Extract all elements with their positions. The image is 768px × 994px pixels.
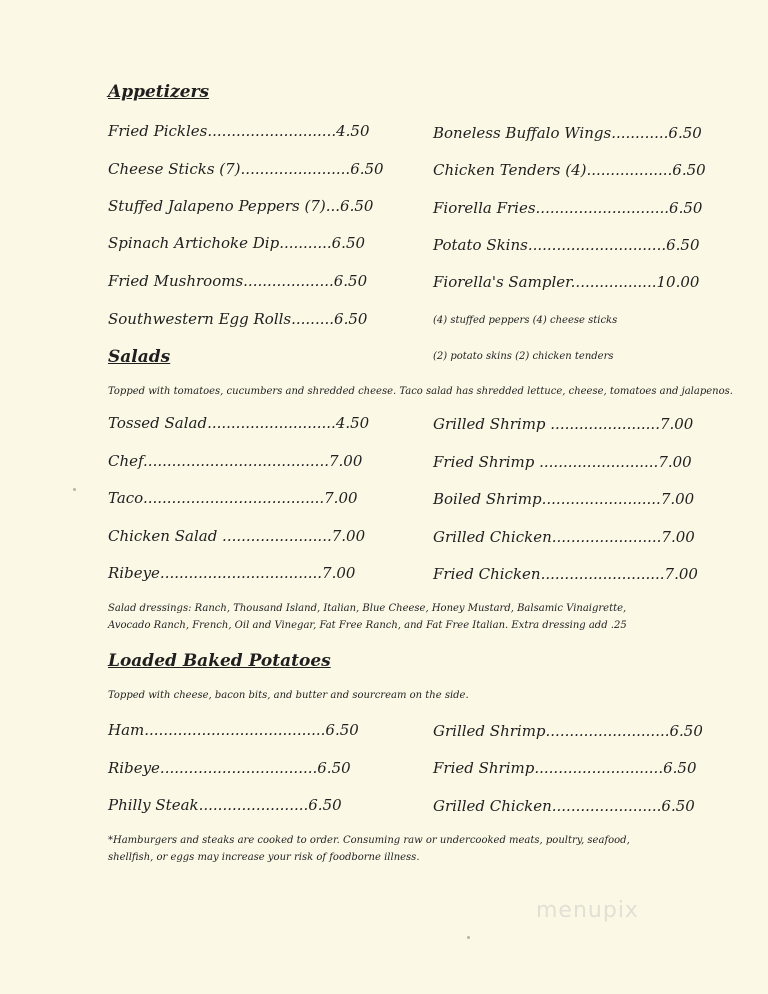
menu-item: Boiled Shrimp.........................7.00 [433,490,695,508]
appetizers-heading: Appetizers [108,82,210,102]
menu-item: Ribeye..................................7.00 [108,564,356,582]
menu-item: Chef.......................................7.00 [108,452,363,470]
food-safety-disclaimer: *Hamburgers and steaks are cooked to order. Consuming raw or undercooked meats, poultry, seafood, shellfish, or eggs may increase your risk of foodborne illness. [108,835,630,863]
menu-item: Cheese Sticks (7).......................6.50 [108,160,384,178]
potatoes-description: Topped with cheese, bacon bits, and butter and sourcream on the side. [108,690,469,701]
menu-item: Fiorella Fries............................6.50 [433,199,703,217]
menupix-watermark: menupix [536,898,639,923]
salad-dressings: Salad dressings: Ranch, Thousand Island, Italian, Blue Cheese, Honey Mustard, Balsamic Vinaigrette, Avocado Ranch, French, Oil and Vinegar, Fat Free Ranch, and Fat Free Italian. Extra dressing add .25 [108,603,627,631]
menu-item: Ribeye.................................6.50 [108,759,351,777]
menu-item: Grilled Chicken.......................7.00 [433,528,695,546]
sampler-note: (2) potato skins (2) chicken tenders [433,351,614,362]
menu-item: Chicken Tenders (4)..................6.50 [433,161,706,179]
menu-item: Ham......................................6.50 [108,721,359,739]
menu-item: Boneless Buffalo Wings............6.50 [433,124,702,142]
menu-item: Stuffed Jalapeno Peppers (7)...6.50 [108,197,374,215]
menu-item: Grilled Shrimp..........................6.50 [433,722,703,740]
menu-item: Fried Chicken..........................7.00 [433,565,698,583]
menu-item: Taco......................................7.00 [108,489,358,507]
menu-item: Philly Steak.......................6.50 [108,796,342,814]
menu-item: Fiorella's Sampler..................10.00 [433,273,700,291]
menu-item: Fried Pickles...........................4.50 [108,122,370,140]
menu-item: Chicken Salad .......................7.00 [108,527,366,545]
menu-item: Grilled Shrimp .......................7.00 [433,415,694,433]
salads-heading: Salads [108,347,171,367]
menu-item: Grilled Chicken.......................6.50 [433,797,695,815]
menu-item: Tossed Salad...........................4.50 [108,414,370,432]
menu-item: Spinach Artichoke Dip...........6.50 [108,234,366,252]
menu-item: Fried Shrimp .........................7.00 [433,453,692,471]
menu-item: Fried Mushrooms...................6.50 [108,272,368,290]
menu-item: Potato Skins.............................6.50 [433,236,700,254]
menu-item: Southwestern Egg Rolls.........6.50 [108,310,368,328]
scan-speck [73,488,76,491]
scan-speck [467,936,470,939]
salads-description: Topped with tomatoes, cucumbers and shredded cheese. Taco salad has shredded lettuce, cheese, tomatoes and jalapenos. [108,386,733,397]
potatoes-heading: Loaded Baked Potatoes [108,651,331,671]
menu-item: Fried Shrimp...........................6.50 [433,759,697,777]
sampler-note: (4) stuffed peppers (4) cheese sticks [433,315,618,326]
